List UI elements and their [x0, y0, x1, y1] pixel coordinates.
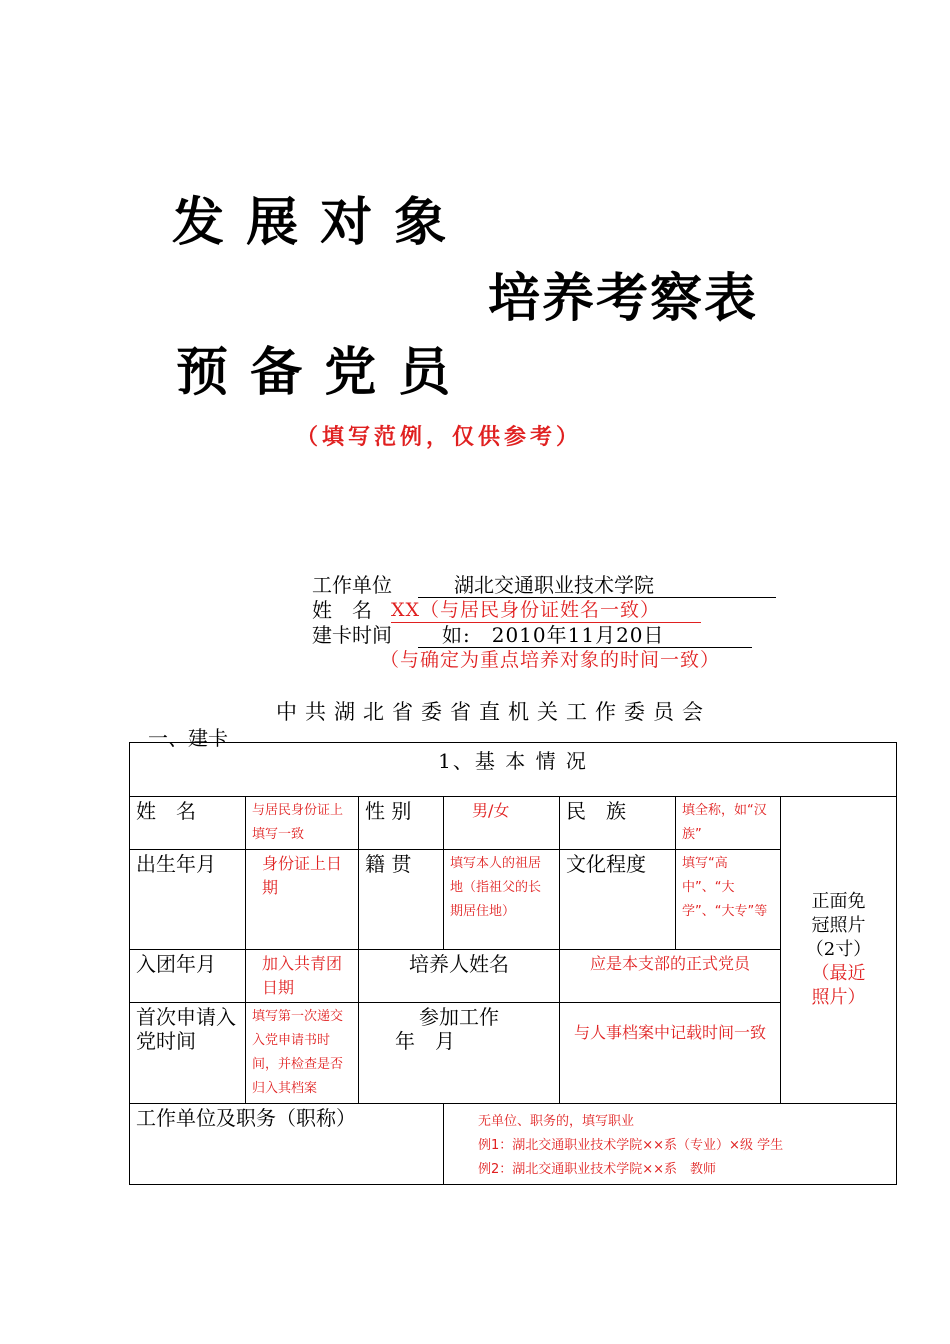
- photo-label: 正面免冠照片: [811, 891, 866, 936]
- committee-name: 中共湖北省委省直机关工作委员会: [276, 700, 711, 724]
- job-hint-1: 无单位、职务的，填写职业: [478, 1114, 635, 1129]
- basic-info-table: [129, 742, 897, 1185]
- league-field-label: 入团年月: [130, 950, 246, 1003]
- gender-field-label: 性 别: [359, 797, 444, 850]
- section-title: 一、建卡: [148, 726, 228, 750]
- league-field-hint: 加入共青团日期: [246, 950, 359, 1003]
- edu-field-hint: 填写“高中”、“大学”、“大专”等: [676, 850, 781, 950]
- name-value: XX（与居民身份证姓名一致）: [391, 599, 661, 621]
- work-start-unit: 年 月: [395, 1029, 455, 1053]
- name-field-label: 姓 名: [130, 797, 246, 850]
- native-field-hint: 填写本人的祖居地（指祖父的长期居住地）: [444, 850, 560, 950]
- date-note: （与确定为重点培养对象的时间一致）: [380, 649, 721, 671]
- table-caption: 1、基 本 情 况: [130, 743, 897, 797]
- name-label: 姓 名: [312, 598, 372, 622]
- work-start-cell: [359, 1003, 560, 1104]
- job-hint-3: 例2：湖北交通职业技术学院××系 教师: [478, 1162, 717, 1177]
- edu-field-label: 文化程度: [560, 850, 676, 950]
- native-field-label: 籍 贯: [359, 850, 444, 950]
- sample-note: （填写范例，仅供参考）: [296, 425, 583, 450]
- gender-field-value: 男/女: [444, 797, 560, 850]
- title-training-form: 培养考察表: [488, 269, 759, 329]
- birth-field-label: 出生年月: [130, 850, 246, 950]
- job-hint-cell: [444, 1104, 897, 1185]
- date-value: 如: 2010年11月20日: [442, 623, 665, 647]
- unit-value: 湖北交通职业技术学院: [454, 573, 654, 597]
- work-start-hint: 与人事档案中记载时间一致: [560, 1003, 781, 1104]
- apply-field-label: 首次申请入党时间: [130, 1003, 246, 1104]
- name-field-hint: 与居民身份证上填写一致: [246, 797, 359, 850]
- job-field-label: 工作单位及职务（职称）: [130, 1104, 444, 1185]
- photo-note: （最近照片）: [811, 963, 866, 1008]
- title-probationary-member: 预 备 党 员: [176, 343, 453, 403]
- trainer-field-hint: 应是本支部的正式党员: [560, 950, 781, 1003]
- date-label: 建卡时间: [312, 623, 392, 647]
- trainer-field-label: 培养人姓名: [359, 950, 560, 1003]
- ethnic-field-label: 民 族: [560, 797, 676, 850]
- birth-field-hint: 身份证上日期: [246, 850, 359, 950]
- photo-cell: [781, 797, 897, 1104]
- work-start-label: 参加工作: [419, 1005, 499, 1029]
- ethnic-field-hint: 填全称，如“汉族”: [676, 797, 781, 850]
- apply-field-hint: 填写第一次递交入党申请书时间，并检查是否归入其档案: [246, 1003, 359, 1104]
- unit-label: 工作单位: [312, 573, 392, 597]
- title-development-target: 发 展 对 象: [172, 193, 449, 253]
- photo-size: （2寸）: [805, 939, 872, 960]
- job-hint-2: 例1：湖北交通职业技术学院××系（专业）×级 学生: [478, 1138, 784, 1153]
